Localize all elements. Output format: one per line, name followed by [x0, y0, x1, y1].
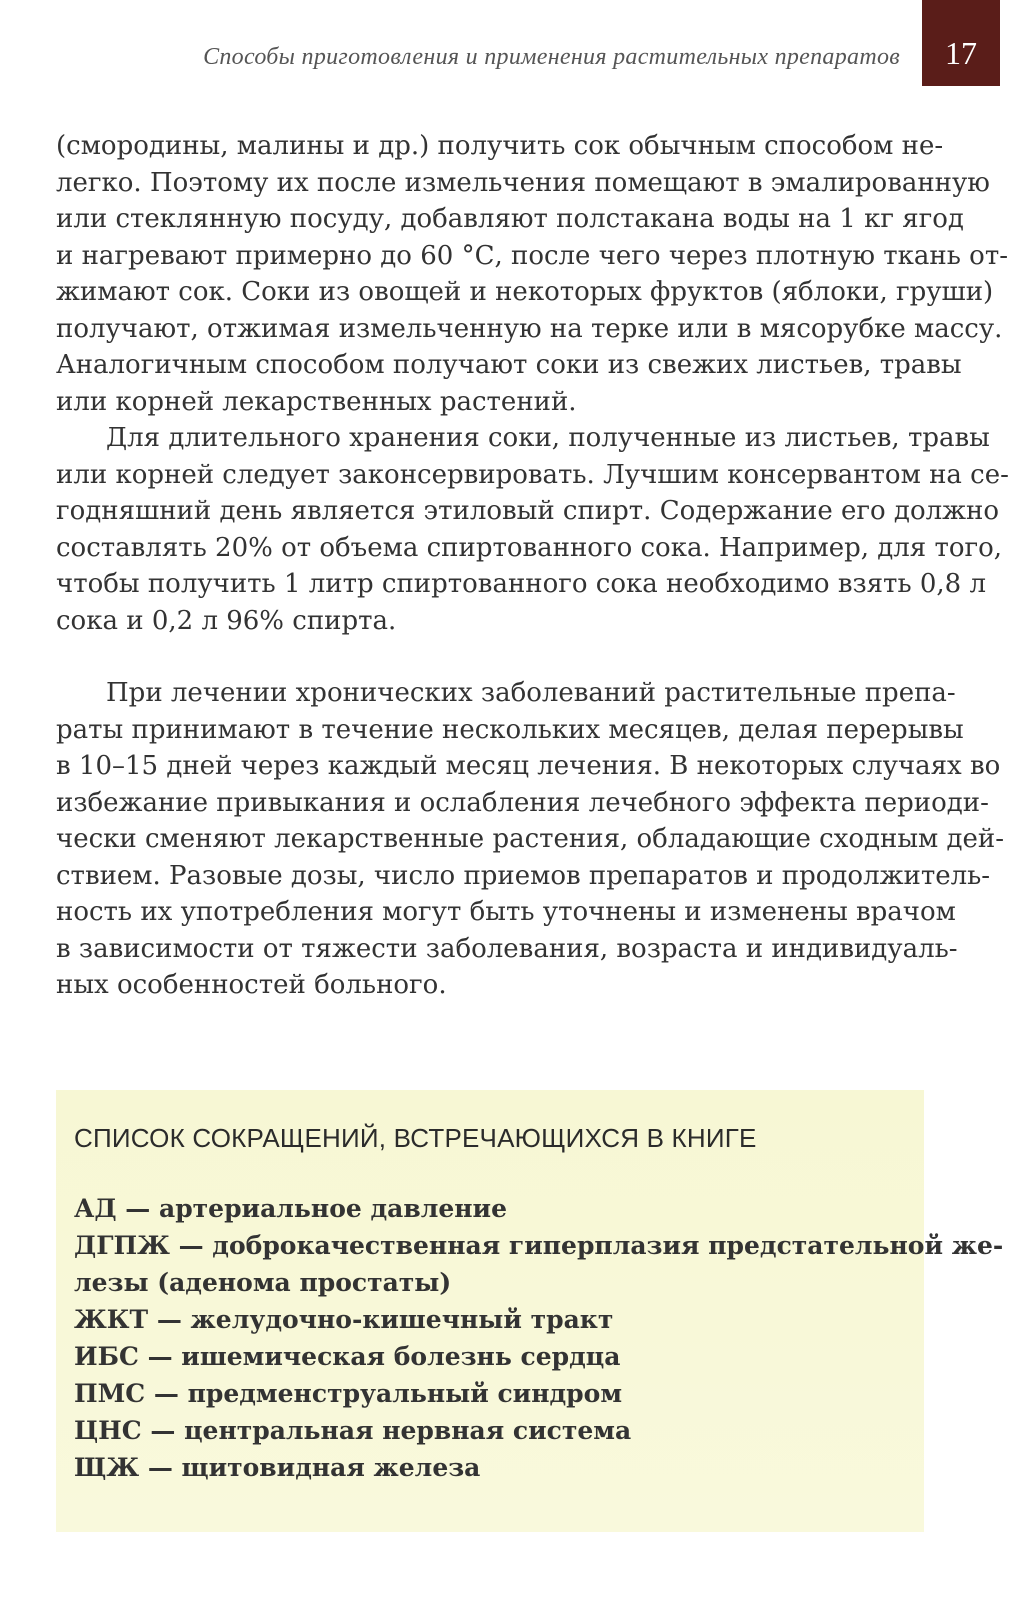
- text-line: или корней следует законсервировать. Лучшим консервантом на се-: [56, 459, 1009, 490]
- page-number: 17: [945, 35, 977, 71]
- abbreviation-item: ИБС — ишемическая болезнь сердца: [74, 1342, 621, 1371]
- text-line: в 10–15 дней через каждый месяц лечения. В некоторых случаях во: [56, 751, 1001, 781]
- text-line: Аналогичным способом получают соки из свежих листьев, травы: [56, 350, 962, 380]
- abbreviations-title: СПИСОК СОКРАЩЕНИЙ, ВСТРЕЧАЮЩИХСЯ В КНИГЕ: [74, 1123, 757, 1153]
- page-number-tab: [922, 0, 1000, 86]
- abbreviation-item: ПМС — предменструальный синдром: [74, 1379, 623, 1408]
- abbreviation-item: ДГПЖ — доброкачественная гиперплазия предстательной же-: [74, 1231, 1004, 1260]
- text-line: При лечении хронических заболеваний растительные препа-: [106, 678, 956, 708]
- abbreviations-box: [56, 1090, 1004, 1532]
- text-line: жимают сок. Соки из овощей и некоторых фруктов (яблоки, груши): [56, 277, 994, 307]
- running-header-title: Способы приготовления и применения растительных препаратов: [203, 44, 900, 70]
- text-line: и нагревают примерно до 60 °С, после чего через плотную ткань от-: [56, 240, 1008, 271]
- text-line: Для длительного хранения соки, полученные из листьев, травы: [106, 423, 990, 453]
- text-line: (смородины, малины и др.) получить сок обычным способом не-: [56, 131, 944, 161]
- text-line: чески сменяют лекарственные растения, обладающие сходным дей-: [56, 824, 1005, 854]
- text-line: ность их употребления могут быть уточнены и изменены врачом: [56, 897, 956, 927]
- text-line: годняшний день является этиловый спирт. Содержание его должно: [56, 496, 1000, 526]
- abbreviation-item: ЦНС — центральная нервная система: [74, 1416, 632, 1445]
- text-line: или стеклянную посуду, добавляют полстакана воды на 1 кг ягод: [56, 204, 964, 234]
- body-text: [56, 128, 1009, 1004]
- abbreviation-item: ЩЖ — щитовидная железа: [74, 1453, 481, 1482]
- text-line: легко. Поэтому их после измельчения помещают в эмалированную: [56, 167, 990, 198]
- text-line: ствием. Разовые дозы, число приемов препаратов и продолжитель-: [56, 860, 991, 891]
- text-line: составлять 20% от объема спиртованного сока. Например, для того,: [56, 532, 1003, 563]
- text-line: или корней лекарственных растений.: [56, 386, 577, 417]
- abbreviation-item: АД — артериальное давление: [74, 1194, 507, 1223]
- abbreviation-item: лезы (аденома простаты): [74, 1268, 452, 1297]
- paragraph-1: [56, 128, 1008, 420]
- text-line: в зависимости от тяжести заболевания, возраста и индивидуаль-: [56, 933, 958, 964]
- text-line: раты принимают в течение нескольких месяцев, делая перерывы: [56, 714, 964, 745]
- text-line: ных особенностей больного.: [56, 970, 447, 1000]
- abbreviation-item: ЖКТ — желудочно-кишечный тракт: [74, 1305, 614, 1334]
- text-line: избежание привыкания и ослабления лечебного эффекта периоди-: [56, 787, 989, 818]
- paragraph-3: [56, 675, 1005, 1004]
- text-line: сока и 0,2 л 96% спирта.: [56, 605, 397, 636]
- text-line: чтобы получить 1 литр спиртованного сока необходимо взять 0,8 л: [56, 569, 986, 599]
- paragraph-2: [56, 420, 1009, 639]
- text-line: получают, отжимая измельченную на терке или в мясорубке массу.: [56, 313, 1003, 344]
